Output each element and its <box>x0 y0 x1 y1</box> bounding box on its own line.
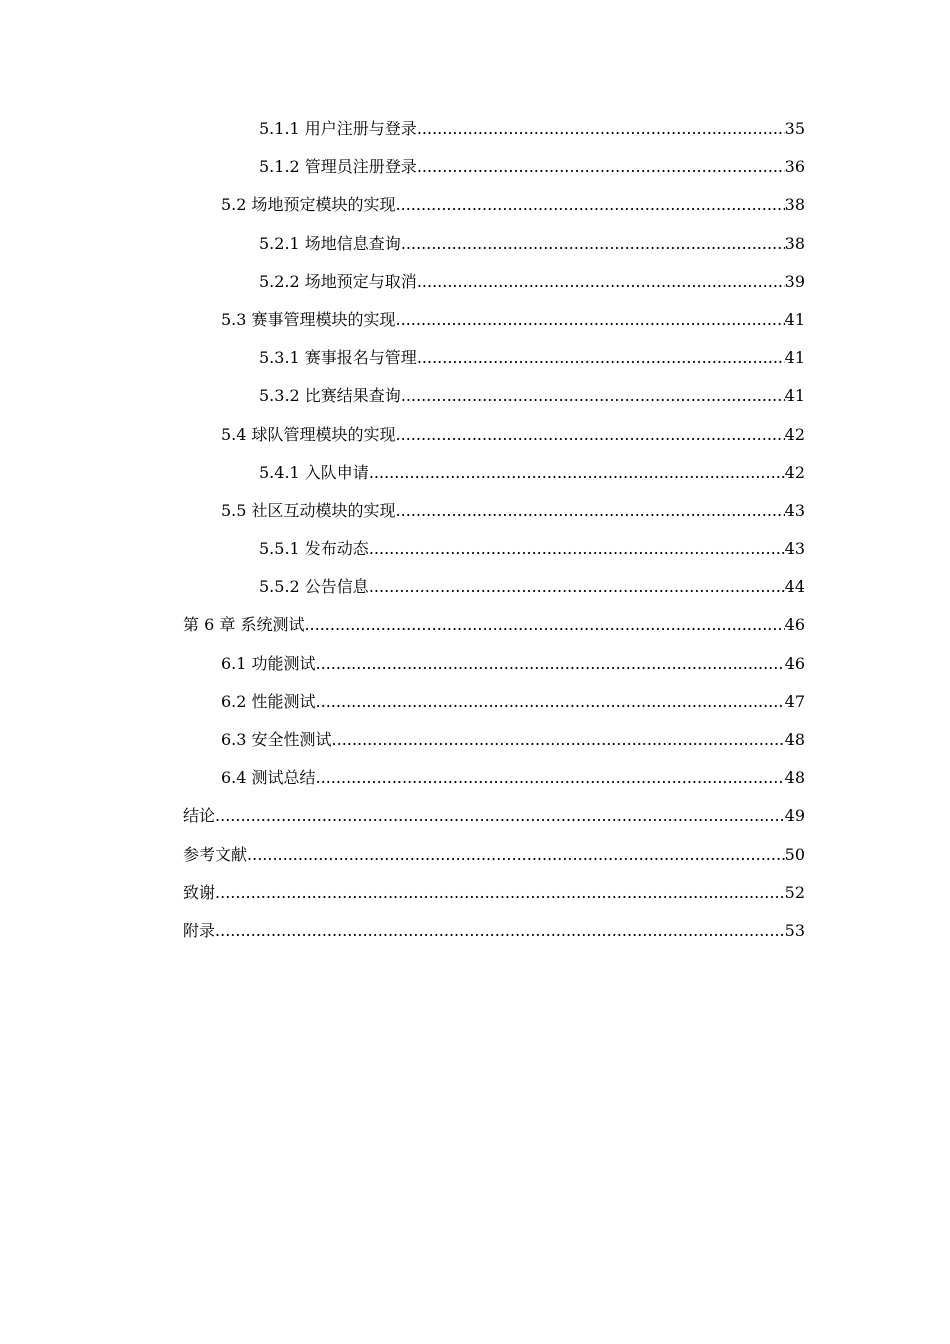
toc-entry[interactable] <box>183 263 805 301</box>
toc-entry[interactable] <box>183 836 805 874</box>
toc-dot-leader <box>417 263 785 301</box>
toc-entry[interactable] <box>183 416 805 454</box>
toc-entry-title: 参考文献 <box>183 844 248 864</box>
toc-entry-title: 5.3 赛事管理模块的实现 <box>221 309 396 329</box>
toc-page-number: 48 <box>784 768 805 788</box>
toc-entry[interactable] <box>183 874 805 912</box>
toc-page-number: 43 <box>784 500 805 520</box>
toc-entry[interactable] <box>183 186 805 224</box>
toc-entry-title: 第 6 章 系统测试 <box>183 615 305 635</box>
toc-entry-title: 6.2 性能测试 <box>221 691 316 711</box>
toc-page-number: 48 <box>784 730 805 749</box>
toc-dot-leader <box>304 606 784 644</box>
toc-entry-title: 6.4 测试总结 <box>221 768 316 788</box>
toc-entry-title: 5.3.2 比赛结果查询 <box>259 386 401 406</box>
toc-entry-title: 5.4 球队管理模块的实现 <box>221 424 396 444</box>
toc-page-number: 36 <box>784 157 805 177</box>
toc-entry[interactable] <box>183 645 805 683</box>
toc-dot-leader <box>215 797 785 835</box>
toc-page-number: 52 <box>784 882 805 902</box>
toc-dot-leader <box>369 568 785 606</box>
toc-page-number: 41 <box>784 348 805 368</box>
toc-entry-title: 6.1 功能测试 <box>221 653 316 673</box>
toc-dot-leader <box>401 225 785 263</box>
toc-entry-title: 5.2.1 场地信息查询 <box>259 233 401 253</box>
toc-page-number: 46 <box>784 615 805 635</box>
toc-entry-title: 5.1.2 管理员注册登录 <box>259 157 417 177</box>
toc-entry[interactable] <box>183 148 805 186</box>
toc-entry[interactable] <box>183 492 805 530</box>
toc-entry[interactable] <box>183 683 805 721</box>
toc-entry-title: 5.2 场地预定模块的实现 <box>221 195 396 215</box>
toc-entry[interactable] <box>183 339 805 377</box>
toc-dot-leader <box>401 377 785 415</box>
toc-page-number: 49 <box>784 806 805 826</box>
toc-dot-leader <box>316 759 785 797</box>
toc-entry[interactable] <box>183 110 805 148</box>
toc-page-number: 38 <box>784 233 805 253</box>
toc-entry-title: 5.4.1 入队申请 <box>259 462 369 482</box>
toc-dot-leader <box>369 454 785 492</box>
toc-entry[interactable] <box>183 721 805 759</box>
toc-entry[interactable] <box>183 606 805 644</box>
toc-dot-leader <box>417 110 785 148</box>
toc-dot-leader <box>369 530 785 568</box>
toc-page-number: 41 <box>784 386 805 406</box>
toc-entry-title: 5.1.1 用户注册与登录 <box>259 119 417 138</box>
toc-dot-leader <box>417 148 785 186</box>
toc-page-number: 42 <box>784 462 805 482</box>
toc-page-number: 53 <box>784 920 805 940</box>
toc-dot-leader <box>417 339 785 377</box>
toc-dot-leader <box>316 683 785 721</box>
toc-dot-leader <box>396 186 785 224</box>
toc-page-number: 44 <box>784 577 805 597</box>
toc-dot-leader <box>215 912 785 950</box>
toc-entry-title: 致谢 <box>183 882 216 902</box>
toc-entry-title: 5.2.2 场地预定与取消 <box>259 271 417 291</box>
toc-page-number: 42 <box>784 424 805 444</box>
toc-entry-title: 附录 <box>183 920 216 940</box>
toc-page-number: 50 <box>784 844 805 864</box>
toc-page-number: 47 <box>784 691 805 711</box>
toc-dot-leader <box>316 645 785 683</box>
toc-entry-title: 6.3 安全性测试 <box>221 730 332 749</box>
toc-page-number: 46 <box>784 653 805 673</box>
toc-dot-leader <box>396 492 785 530</box>
toc-dot-leader <box>396 416 785 454</box>
toc-dot-leader <box>332 721 785 759</box>
toc-entry[interactable] <box>183 454 805 492</box>
toc-page-number: 41 <box>784 309 805 329</box>
toc-entry[interactable] <box>183 912 805 950</box>
toc-page-number: 38 <box>784 195 805 215</box>
toc-dot-leader <box>215 874 785 912</box>
toc-entry[interactable] <box>183 377 805 415</box>
toc-dot-leader <box>396 301 785 339</box>
toc-entry[interactable] <box>183 301 805 339</box>
table-of-contents <box>183 110 805 950</box>
toc-entry-title: 5.5.2 公告信息 <box>259 577 369 597</box>
toc-page-number: 39 <box>784 271 805 291</box>
toc-entry[interactable] <box>183 797 805 835</box>
toc-page-number: 35 <box>784 119 805 138</box>
toc-entry[interactable] <box>183 759 805 797</box>
toc-entry[interactable] <box>183 225 805 263</box>
toc-entry-title: 5.5.1 发布动态 <box>259 539 369 559</box>
toc-dot-leader <box>247 836 785 874</box>
toc-entry-title: 5.3.1 赛事报名与管理 <box>259 348 417 368</box>
toc-entry-title: 结论 <box>183 806 216 826</box>
toc-entry[interactable] <box>183 568 805 606</box>
toc-entry-title: 5.5 社区互动模块的实现 <box>221 500 396 520</box>
toc-page-number: 43 <box>784 539 805 559</box>
toc-entry[interactable] <box>183 530 805 568</box>
